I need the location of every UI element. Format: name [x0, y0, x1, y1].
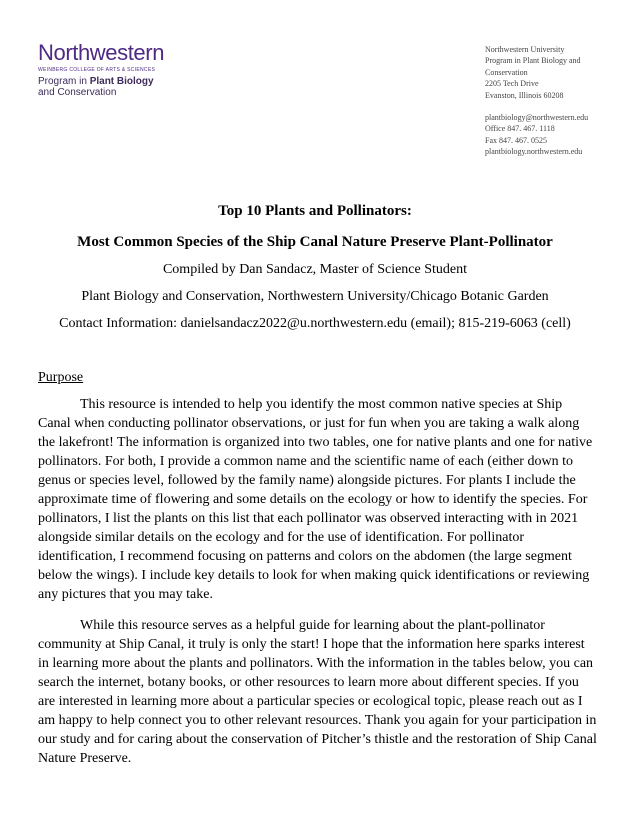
- contact-information: Contact Information: danielsandacz2022@u.northwestern.edu (email); 815-219-6063 (cell): [59, 316, 571, 331]
- logo-program: [38, 76, 164, 98]
- letterhead-address: [485, 44, 588, 158]
- contact-office: Office 847. 467. 1118: [485, 124, 555, 134]
- address-line: Program in Plant Biology and: [485, 56, 581, 66]
- northwestern-logo: [38, 42, 164, 98]
- document-subtitle: Most Common Species of the Ship Canal Nature Preserve Plant-Pollinator: [77, 234, 553, 250]
- document-title: Top 10 Plants and Pollinators:: [218, 203, 412, 219]
- contact-website[interactable]: plantbiology.northwestern.edu: [485, 147, 583, 157]
- address-line: 2205 Tech Drive: [485, 79, 539, 89]
- address-line: Conservation: [485, 67, 528, 77]
- logo-wordmark: Northwestern: [38, 40, 165, 65]
- purpose-paragraph-1: This resource is intended to help you identify the most common native species at Ship Canal when conducting pollinator observations, or just for fun when you are taking a walk along the lakefront! The information is organized into two tables, one for native plants and one for native pollinators. For both, I provide a common name and the scientific name of each (either down to genus or species level, followed by the family name) alongside pictures. For plants I include the approximate time of flowering and some details on the ecology or how to identify the species. For pollinators, I list the plants on this list that each pollinator was observed interacting with in 2021 alongside similar details on the ecology and for the use of identification. For pollinator identification, I recommend focusing on patterns and colors on the abdomen (the large segment below the wings). I include key details to look for when making quick identifications or reviewing any pictures that you may take.: [38, 397, 593, 602]
- affiliation: Plant Biology and Conservation, Northwestern University/Chicago Botanic Garden: [81, 289, 549, 304]
- logo-program-bold: Plant Biology: [89, 76, 154, 87]
- purpose-paragraph-2: While this resource serves as a helpful guide for learning about the plant-pollinator community at Ship Canal, it truly is only the start! I hope that the information here sparks interest in learning more about the plants and pollinators. With the information in the tables below, you can search the internet, botany books, or other resources to learn more about different species. If you are interested in learning more about a particular species or ecological topic, please reach out as I am happy to help connect you to other relevant resources. Thank you again for your participation in our study and for caring about the conservation of Pitcher’s thistle and the restoration of Ship Canal Nature Preserve.: [38, 618, 597, 766]
- address-line: Evanston, Illinois 60208: [485, 90, 564, 100]
- contact-fax: Fax 847. 467. 0525: [485, 135, 547, 145]
- logo-college: WEINBERG COLLEGE OF ARTS & SCIENCES: [38, 67, 156, 73]
- purpose-section: [38, 368, 598, 768]
- address-line: Northwestern University: [485, 45, 565, 54]
- document-title-block: [0, 202, 630, 332]
- purpose-heading: Purpose: [38, 370, 84, 385]
- compiled-by: Compiled by Dan Sandacz, Master of Science Student: [162, 262, 468, 277]
- contact-email[interactable]: plantbiology@northwestern.edu: [485, 113, 589, 123]
- logo-program-line2: and Conservation: [38, 87, 117, 98]
- logo-program-prefix: Program in: [38, 76, 90, 87]
